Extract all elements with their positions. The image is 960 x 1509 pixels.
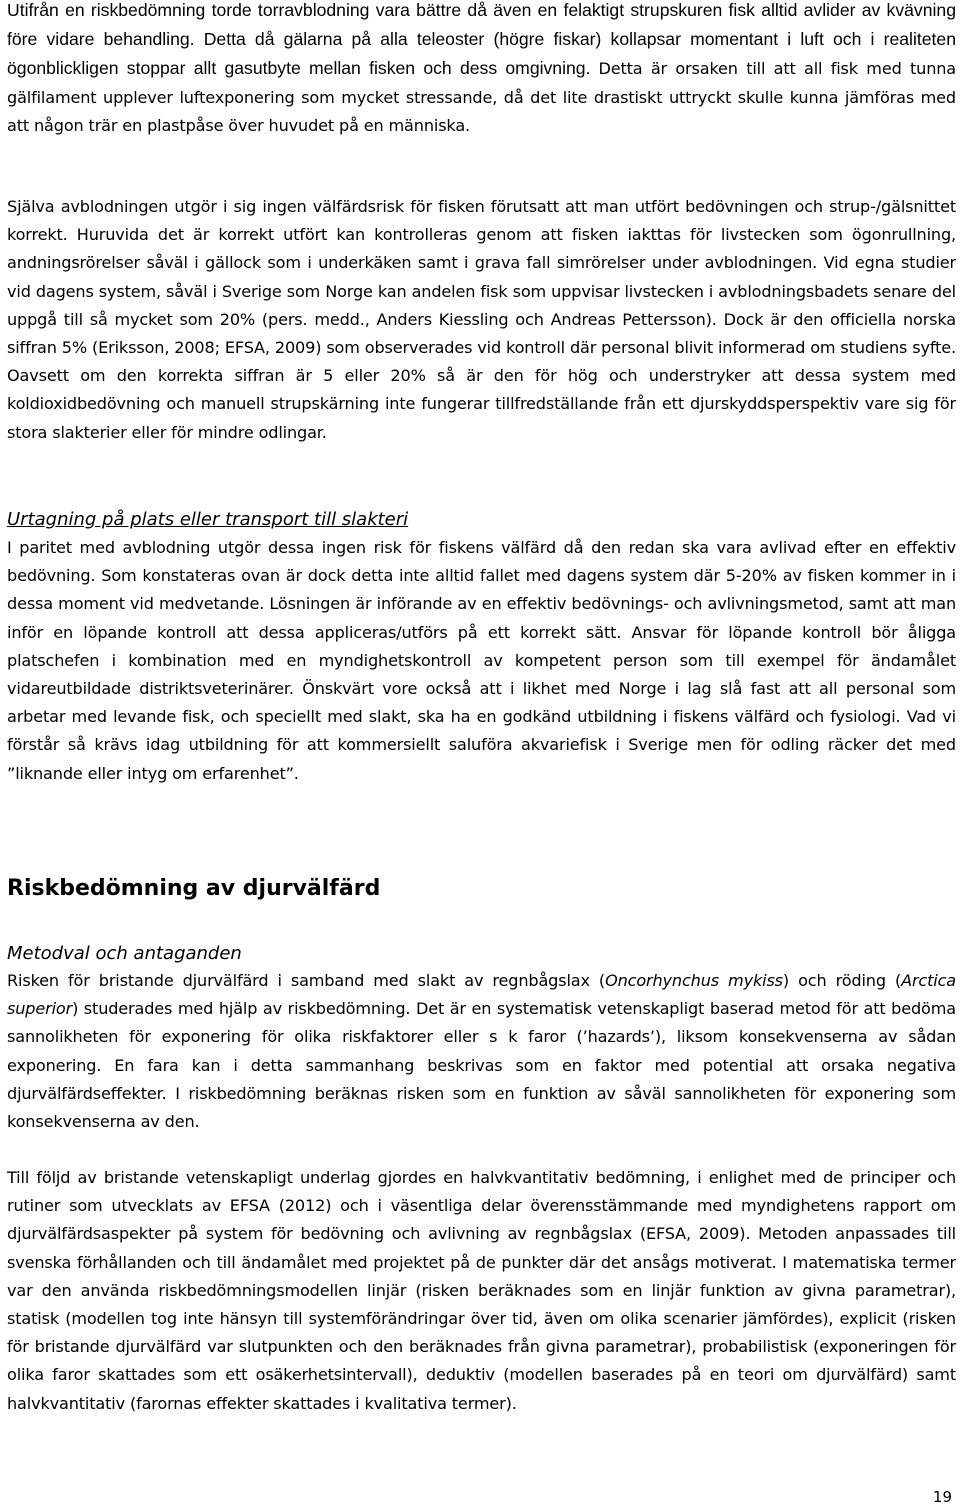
species-name-rainbow-trout: Oncorhynchus mykiss	[605, 971, 783, 990]
paragraph-text-part: ) studerades med hjälp av riskbedömning. Det är en systematisk vetenskapligt baserad metod för att bedöma sannolikheten för exponering för olika riskfaktorer eller s k faror (’hazards’), liksom konsekvenserna av sådan exponering. En fara kan i detta sammanhang beskrivas som en faktor med potential att orsaka negativa djurvälfärdseffekter. I riskbedömning beräknas risken som en funktion av såväl sannolikheten för exponering som konsekvenserna av den.	[7, 999, 956, 1132]
paragraph-text-part: ) och röding (	[782, 971, 902, 990]
paragraph-bleeding-welfare: Själva avblodningen utgör i sig ingen välfärdsrisk för fisken förutsatt att man utfört bedövningen och strup-/gälsnittet korrekt. Huruvida det är korrekt utfört kan kontrolleras genom att fisken iakttas för livstecken som ögonrullning, andningsrörelser såväl i gällock som i underkäken samt i grava fall simrörelser under avblodningen. Vid egna studier vid dagens system, såväl i Sverige som Norge kan andelen fisk som uppvisar livstecken i avblodningsbadets senare del uppgå till så mycket som 20% (pers. medd., Anders Kiessling och Andreas Pettersson). Dock är den officiella norska siffran 5% (Eriksson, 2008; EFSA, 2009) som observerades vid kontroll där personal blivit informerad om studiens syfte. Oavsett om den korrekta siffran är 5 eller 20% så är den för hög och understryker att dessa system med koldioxidbedövning och manuell strupskärning inte fungerar tillfredställande från ett djurskyddsperspektiv vare sig för stora slakterier eller för mindre odlingar.	[7, 197, 956, 442]
paragraph-metodval	[7, 967, 956, 1136]
page-number: 19	[932, 1488, 952, 1506]
subheading-urtagning: Urtagning på plats eller transport till slakteri	[7, 509, 409, 530]
paragraph-text-part: Risken för bristande djurvälfärd i samband med slakt av regnbågslax (	[7, 971, 606, 990]
subheading-metodval: Metodval och antaganden	[7, 943, 242, 964]
paragraph-halvkvantitativ: Till följd av bristande vetenskapligt underlag gjordes en halvkvantitativ bedömning, i enlighet med de principer och rutiner som utvecklats av EFSA (2012) och i väsentliga delar överensstämmande med myndighetens rapport om djurvälfärdsaspekter på system för bedövning och avlivning av regnbågslax (EFSA, 2009). Metoden anpassades till svenska förhållanden och till ändamålet med projektet på de punkter där det ansågs motiverat. I matematiska termer var den använda riskbedömningsmodellen linjär (risken beräknades som en linjär funktion av givna parametrar), statisk (modellen tog inte hänsyn till systemförändringar över tid, även om olika scenarier jämfördes), explicit (risken för bristande djurvälfärd var slutpunkten och den beräknades från givna parametrar), probabilistisk (exponeringen för olika faror skattades som ett osäkerhetsintervall), deduktiv (modellen baserades på en teori om djurvälfärd) samt halvkvantitativ (farornas effekter skattades i kvalitativa termer).	[7, 1168, 956, 1413]
paragraph-urtagning: I paritet med avblodning utgör dessa ingen risk för fiskens välfärd då den redan ska vara avlivad efter en effektiv bedövning. Som konstateras ovan är dock detta inte alltid fallet med dagens system där 5-20% av fisken kommer in i dessa moment vid medvetande. Lösningen är införande av en effektiv bedövnings- och avlivningsmetod, samt att man inför en löpande kontroll att dessa appliceras/utförs på ett korrekt sätt. Ansvar för löpande kontroll bör åligga platschefen i kombination med en myndighetskontroll av kompetent person som till exempel för ändamålet vidareutbildade distriktsveterinärer. Önskvärt vore också att i likhet med Norge i lag slå fast att all personal som arbetar med levande fisk, och speciellt med slakt, ska ha en godkänd utbildning i fiskens välfärd och fysiologi. Vad vi förstår så krävs idag utbildning för att kommersiellt saluföra akvariefisk i Sverige men för odling räcker det med ”liknande eller intyg om erfarenhet”.	[7, 538, 956, 783]
section-heading-riskbedomning: Riskbedömning av djurvälfärd	[7, 876, 381, 901]
species-name-char: Arctica superior	[7, 971, 956, 1019]
paragraph-sans-text: Utifrån en riskbedömning torde torravblodning vara bättre då även en felaktigt strupskuren fisk alltid avlider av kvävning före vidare behandling. Detta då gälarna på alla teleoster (högre fiskar) kollapsar momentant i luft och i realiteten ögonblickligen stoppar allt gasutbyte mellan fisken och dess omgivning.	[7, 0, 956, 79]
paragraph-bleeding-risk	[7, 0, 956, 140]
paragraph-body-text: Detta är orsaken till att all fisk med tunna gälfilament upplever luftexponering som mycket stressande, då det lite drastiskt uttryckt skulle kunna jämföras med att någon trär en plastpåse över huvudet på en människa.	[7, 59, 957, 135]
